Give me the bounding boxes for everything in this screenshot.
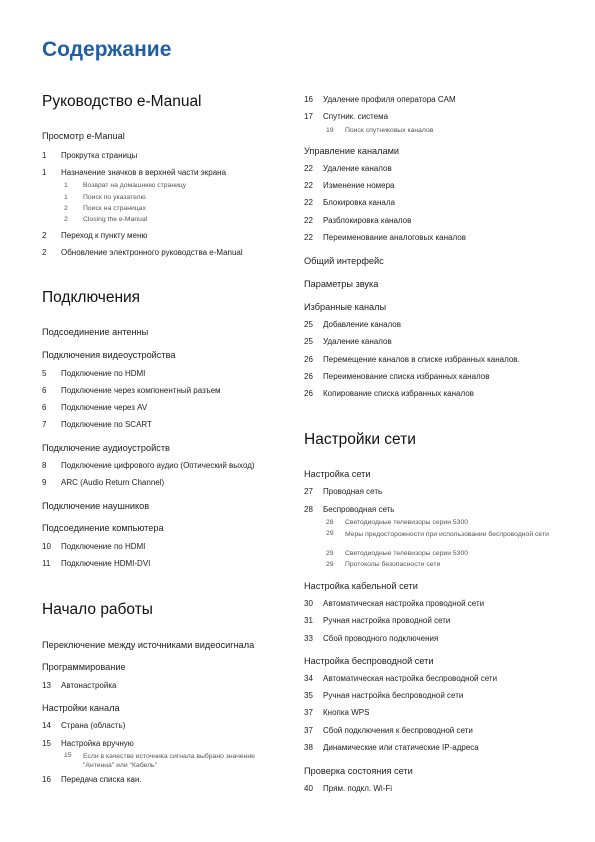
toc-entry[interactable]: 26 Копирование списка избранных каналов — [304, 389, 474, 398]
toc-entry[interactable]: 6 Подключение через компонентный разъем — [42, 386, 221, 395]
subsection-heading[interactable]: Переключение между источниками видеосигнала — [42, 640, 255, 650]
toc-entry[interactable]: 8 Подключение цифрового аудио (Оптический выход) — [42, 461, 255, 470]
section-heading[interactable]: Подключения — [42, 289, 141, 306]
toc-entry[interactable]: 11 Подключение HDMI-DVI — [42, 559, 151, 568]
toc-entry[interactable]: 22 Блокировка канала — [304, 198, 395, 207]
toc-entry[interactable]: 9 ARC (Audio Return Channel) — [42, 478, 165, 487]
toc-entry[interactable]: 10 Подключение по HDMI — [42, 542, 146, 551]
subsection-heading[interactable]: Настройки канала — [42, 703, 120, 713]
toc-entry[interactable]: 26 Переименование списка избранных каналов — [304, 372, 490, 381]
toc-entry[interactable]: 25 Добавление каналов — [304, 320, 401, 329]
toc-subentry[interactable]: 28 Светодиодные телевизоры серии 5300 — [326, 519, 469, 526]
toc-entry[interactable]: 37 Сбой подключения к беспроводной сети — [304, 726, 473, 735]
section-heading[interactable]: Начало работы — [42, 601, 153, 618]
toc-entry[interactable]: 28 Беспроводная сеть — [304, 505, 395, 514]
toc-entry[interactable]: 16 Передача списка кан. — [42, 775, 142, 784]
subsection-heading[interactable]: Подключение аудиоустройств — [42, 443, 170, 453]
section-heading[interactable]: Руководство e-Manual — [42, 93, 202, 110]
subsection-heading[interactable]: Параметры звука — [304, 279, 379, 289]
toc-entry[interactable]: 17 Спутник. система — [304, 112, 389, 121]
toc-entry[interactable]: 13 Автонастройка — [42, 681, 117, 690]
toc-entry[interactable]: 31 Ручная настройка проводной сети — [304, 616, 451, 625]
toc-subentry[interactable]: 15 Если в качестве источника сигнала выбрано значение "Антенна" или "Кабель" — [64, 752, 255, 769]
subsection-heading[interactable]: Проверка состояния сети — [304, 766, 413, 776]
toc-entry[interactable]: 30 Автоматическая настройка проводной сети — [304, 599, 485, 608]
toc-subentry[interactable]: 2 Closing the e-Manual — [64, 216, 148, 223]
subsection-heading[interactable]: Подключение наушников — [42, 501, 150, 511]
toc-entry[interactable]: 22 Удаление каналов — [304, 164, 392, 173]
subsection-heading[interactable]: Программирование — [42, 662, 126, 672]
toc-entry[interactable]: 22 Переименование аналоговых каналов — [304, 233, 466, 242]
subsection-heading[interactable]: Управление каналами — [304, 146, 400, 156]
toc-entry[interactable]: 7 Подключение по SCART — [42, 420, 152, 429]
toc-entry[interactable]: 6 Подключение через AV — [42, 403, 148, 412]
toc-entry[interactable]: 1 Назначение значков в верхней части экрана — [42, 168, 227, 177]
toc-subentry[interactable]: 2 Поиск на страницах — [64, 205, 146, 212]
subsection-heading[interactable]: Подключения видеоустройства — [42, 350, 176, 360]
toc-entry[interactable]: 25 Удаление каналов — [304, 337, 392, 346]
subsection-heading[interactable]: Подсоединение компьютера — [42, 523, 164, 533]
subsection-heading[interactable]: Избранные каналы — [304, 302, 387, 312]
toc-subentry[interactable]: 1 Поиск по указателю — [64, 194, 146, 201]
toc-entry[interactable]: 1 Прокрутка страницы — [42, 151, 138, 160]
toc-entry[interactable]: 22 Разблокировка каналов — [304, 216, 412, 225]
subsection-heading[interactable]: Общий интерфейс — [304, 256, 384, 266]
page-title: Содержание — [42, 38, 172, 61]
toc-entry[interactable]: 14 Страна (область) — [42, 721, 126, 730]
subsection-heading[interactable]: Настройка беспроводной сети — [304, 656, 434, 666]
subsection-heading[interactable]: Настройка сети — [304, 469, 371, 479]
section-heading[interactable]: Настройки сети — [304, 431, 416, 448]
toc-entry[interactable]: 16 Удаление профиля оператора CAM — [304, 95, 456, 104]
subsection-heading[interactable]: Настройка кабельной сети — [304, 581, 418, 591]
toc-subentry[interactable]: 29 Меры предосторожности при использовании беспроводной сети — [326, 530, 549, 538]
toc-entry[interactable]: 22 Изменение номера — [304, 181, 395, 190]
toc-entry[interactable]: 40 Прям. подкл. Wi-Fi — [304, 784, 393, 793]
toc-subentry[interactable]: 29 Светодиодные телевизоры серии 5300 — [326, 550, 469, 557]
toc-entry[interactable]: 2 Переход к пункту меню — [42, 231, 148, 240]
toc-entry[interactable]: 34 Автоматическая настройка беспроводной сети — [304, 674, 498, 683]
subsection-heading[interactable]: Просмотр e-Manual — [42, 131, 125, 141]
toc-entry[interactable]: 38 Динамические или статические IP-адреса — [304, 743, 479, 752]
toc-entry[interactable]: 26 Перемещение каналов в списке избранных каналов. — [304, 355, 520, 364]
toc-entry[interactable]: 15 Настройка вручную — [42, 739, 134, 748]
toc-entry[interactable]: 5 Подключение по HDMI — [42, 369, 146, 378]
toc-entry[interactable]: 37 Кнопка WPS — [304, 708, 370, 717]
toc-entry[interactable]: 35 Ручная настройка беспроводной сети — [304, 691, 464, 700]
subsection-heading[interactable]: Подсоединение антенны — [42, 327, 149, 337]
toc-entry[interactable]: 2 Обновление электронного руководства e-Manual — [42, 248, 243, 257]
toc-subentry[interactable]: 1 Возврат на домашнюю страницу — [64, 182, 187, 189]
toc-entry[interactable]: 33 Сбой проводного подключения — [304, 634, 439, 643]
toc-entry[interactable]: 27 Проводная сеть — [304, 487, 383, 496]
toc-subentry[interactable]: 29 Протоколы безопасности сети — [326, 561, 441, 568]
toc-subentry[interactable]: 19 Поиск спутниковых каналов — [326, 127, 434, 134]
